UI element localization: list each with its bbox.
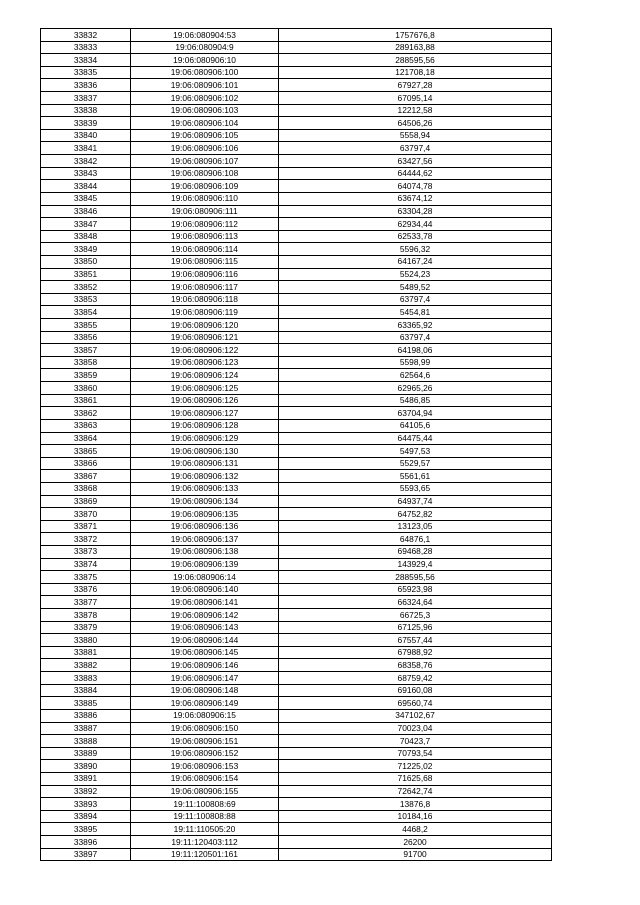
value-cell: 64444,62 [279, 167, 552, 180]
value-cell: 64167,24 [279, 255, 552, 268]
table-row [41, 722, 552, 735]
cadastral-number-cell: 19:11:100808:88 [131, 810, 279, 823]
row-number-cell: 33851 [41, 268, 131, 281]
row-number-cell: 33857 [41, 344, 131, 357]
row-number-cell: 33850 [41, 255, 131, 268]
row-number-cell: 33837 [41, 92, 131, 105]
table-row [41, 155, 552, 168]
row-number-cell: 33853 [41, 293, 131, 306]
cadastral-number-cell: 19:06:080906:107 [131, 155, 279, 168]
cadastral-number-cell: 19:06:080906:113 [131, 230, 279, 243]
value-cell: 288595,56 [279, 571, 552, 584]
table-row [41, 533, 552, 546]
table-row [41, 41, 552, 54]
value-cell: 5558,94 [279, 129, 552, 142]
cadastral-number-cell: 19:06:080906:122 [131, 344, 279, 357]
table-row [41, 583, 552, 596]
value-cell: 70023,04 [279, 722, 552, 735]
row-number-cell: 33889 [41, 747, 131, 760]
row-number-cell: 33883 [41, 672, 131, 685]
row-number-cell: 33877 [41, 596, 131, 609]
cadastral-number-cell: 19:06:080906:141 [131, 596, 279, 609]
row-number-cell: 33886 [41, 709, 131, 722]
data-table-container [40, 28, 551, 861]
table-row [41, 142, 552, 155]
cadastral-number-cell: 19:06:080906:134 [131, 495, 279, 508]
value-cell: 5596,32 [279, 243, 552, 256]
value-cell: 121708,18 [279, 66, 552, 79]
value-cell: 64074,78 [279, 180, 552, 193]
row-number-cell: 33832 [41, 29, 131, 42]
cadastral-number-cell: 19:06:080906:15 [131, 709, 279, 722]
cadastral-number-cell: 19:06:080906:154 [131, 772, 279, 785]
row-number-cell: 33897 [41, 848, 131, 861]
cadastral-number-cell: 19:06:080906:123 [131, 356, 279, 369]
cadastral-number-cell: 19:06:080906:152 [131, 747, 279, 760]
row-number-cell: 33890 [41, 760, 131, 773]
table-row [41, 646, 552, 659]
cadastral-number-cell: 19:06:080906:111 [131, 205, 279, 218]
row-number-cell: 33843 [41, 167, 131, 180]
value-cell: 62934,44 [279, 218, 552, 231]
cadastral-number-cell: 19:06:080906:110 [131, 192, 279, 205]
value-cell: 68358,76 [279, 659, 552, 672]
cadastral-number-cell: 19:06:080906:153 [131, 760, 279, 773]
row-number-cell: 33875 [41, 571, 131, 584]
table-row [41, 735, 552, 748]
table-row [41, 621, 552, 634]
row-number-cell: 33856 [41, 331, 131, 344]
value-cell: 67095,14 [279, 92, 552, 105]
row-number-cell: 33867 [41, 470, 131, 483]
value-cell: 1757676,8 [279, 29, 552, 42]
table-row [41, 432, 552, 445]
value-cell: 67557,44 [279, 634, 552, 647]
table-row [41, 407, 552, 420]
row-number-cell: 33835 [41, 66, 131, 79]
table-row [41, 331, 552, 344]
table-row [41, 281, 552, 294]
cadastral-number-cell: 19:06:080906:101 [131, 79, 279, 92]
table-row [41, 571, 552, 584]
value-cell: 289163,88 [279, 41, 552, 54]
value-cell: 64475,44 [279, 432, 552, 445]
table-row [41, 79, 552, 92]
cadastral-number-cell: 19:06:080906:149 [131, 697, 279, 710]
table-body [41, 29, 552, 861]
value-cell: 62533,78 [279, 230, 552, 243]
table-row [41, 306, 552, 319]
table-row [41, 205, 552, 218]
row-number-cell: 33869 [41, 495, 131, 508]
value-cell: 67927,28 [279, 79, 552, 92]
value-cell: 347102,67 [279, 709, 552, 722]
row-number-cell: 33881 [41, 646, 131, 659]
row-number-cell: 33868 [41, 482, 131, 495]
cadastral-number-cell: 19:06:080906:144 [131, 634, 279, 647]
table-row [41, 508, 552, 521]
row-number-cell: 33888 [41, 735, 131, 748]
table-row [41, 218, 552, 231]
row-number-cell: 33887 [41, 722, 131, 735]
value-cell: 71625,68 [279, 772, 552, 785]
row-number-cell: 33885 [41, 697, 131, 710]
table-row [41, 470, 552, 483]
value-cell: 5593,65 [279, 482, 552, 495]
table-row [41, 709, 552, 722]
table-row [41, 684, 552, 697]
value-cell: 72642,74 [279, 785, 552, 798]
table-row [41, 243, 552, 256]
value-cell: 288595,56 [279, 54, 552, 67]
cadastral-number-cell: 19:06:080906:106 [131, 142, 279, 155]
value-cell: 64752,82 [279, 508, 552, 521]
cadastral-number-cell: 19:06:080906:121 [131, 331, 279, 344]
row-number-cell: 33870 [41, 508, 131, 521]
cadastral-number-cell: 19:06:080906:140 [131, 583, 279, 596]
table-row [41, 836, 552, 849]
cadastral-number-cell: 19:06:080906:139 [131, 558, 279, 571]
table-row [41, 382, 552, 395]
cadastral-number-cell: 19:06:080906:145 [131, 646, 279, 659]
row-number-cell: 33876 [41, 583, 131, 596]
table-row [41, 54, 552, 67]
row-number-cell: 33834 [41, 54, 131, 67]
table-row [41, 445, 552, 458]
table-row [41, 129, 552, 142]
cadastral-number-cell: 19:06:080906:130 [131, 445, 279, 458]
cadastral-number-cell: 19:06:080906:126 [131, 394, 279, 407]
value-cell: 5529,57 [279, 457, 552, 470]
row-number-cell: 33842 [41, 155, 131, 168]
table-row [41, 785, 552, 798]
cadastral-number-cell: 19:06:080906:143 [131, 621, 279, 634]
value-cell: 91700 [279, 848, 552, 861]
table-row [41, 810, 552, 823]
row-number-cell: 33882 [41, 659, 131, 672]
row-number-cell: 33862 [41, 407, 131, 420]
row-number-cell: 33840 [41, 129, 131, 142]
row-number-cell: 33854 [41, 306, 131, 319]
value-cell: 63304,28 [279, 205, 552, 218]
row-number-cell: 33880 [41, 634, 131, 647]
table-row [41, 596, 552, 609]
table-row [41, 344, 552, 357]
cadastral-number-cell: 19:06:080906:103 [131, 104, 279, 117]
value-cell: 5497,53 [279, 445, 552, 458]
table-row [41, 495, 552, 508]
row-number-cell: 33861 [41, 394, 131, 407]
row-number-cell: 33892 [41, 785, 131, 798]
value-cell: 64506,26 [279, 117, 552, 130]
cadastral-number-cell: 19:06:080906:117 [131, 281, 279, 294]
value-cell: 65923,98 [279, 583, 552, 596]
value-cell: 69560,74 [279, 697, 552, 710]
table-row [41, 457, 552, 470]
row-number-cell: 33884 [41, 684, 131, 697]
table-row [41, 747, 552, 760]
value-cell: 63704,94 [279, 407, 552, 420]
cadastral-number-cell: 19:11:100808:69 [131, 798, 279, 811]
row-number-cell: 33838 [41, 104, 131, 117]
cadastral-number-cell: 19:06:080906:127 [131, 407, 279, 420]
value-cell: 62564,6 [279, 369, 552, 382]
value-cell: 64198,06 [279, 344, 552, 357]
row-number-cell: 33894 [41, 810, 131, 823]
cadastral-number-cell: 19:06:080906:124 [131, 369, 279, 382]
cadastral-number-cell: 19:06:080906:118 [131, 293, 279, 306]
row-number-cell: 33844 [41, 180, 131, 193]
value-cell: 63427,56 [279, 155, 552, 168]
cadastral-number-cell: 19:06:080906:128 [131, 419, 279, 432]
cadastral-number-cell: 19:06:080906:136 [131, 520, 279, 533]
row-number-cell: 33859 [41, 369, 131, 382]
cadastral-number-cell: 19:06:080906:108 [131, 167, 279, 180]
row-number-cell: 33866 [41, 457, 131, 470]
cadastral-number-cell: 19:06:080906:138 [131, 545, 279, 558]
cadastral-number-cell: 19:06:080906:102 [131, 92, 279, 105]
row-number-cell: 33847 [41, 218, 131, 231]
cadastral-number-cell: 19:06:080906:119 [131, 306, 279, 319]
value-cell: 5486,85 [279, 394, 552, 407]
cadastral-number-cell: 19:11:110505:20 [131, 823, 279, 836]
cadastral-number-cell: 19:11:120403:112 [131, 836, 279, 849]
table-row [41, 369, 552, 382]
table-row [41, 29, 552, 42]
cadastral-number-cell: 19:06:080904:9 [131, 41, 279, 54]
row-number-cell: 33872 [41, 533, 131, 546]
value-cell: 143929,4 [279, 558, 552, 571]
cadastral-number-cell: 19:06:080906:112 [131, 218, 279, 231]
row-number-cell: 33833 [41, 41, 131, 54]
table-row [41, 672, 552, 685]
value-cell: 63797,4 [279, 293, 552, 306]
value-cell: 71225,02 [279, 760, 552, 773]
row-number-cell: 33841 [41, 142, 131, 155]
value-cell: 12212,58 [279, 104, 552, 117]
table-row [41, 419, 552, 432]
row-number-cell: 33839 [41, 117, 131, 130]
row-number-cell: 33896 [41, 836, 131, 849]
value-cell: 5524,23 [279, 268, 552, 281]
table-row [41, 760, 552, 773]
value-cell: 13123,05 [279, 520, 552, 533]
row-number-cell: 33893 [41, 798, 131, 811]
table-row [41, 558, 552, 571]
cadastral-number-cell: 19:06:080906:129 [131, 432, 279, 445]
table-row [41, 104, 552, 117]
row-number-cell: 33848 [41, 230, 131, 243]
value-cell: 66324,64 [279, 596, 552, 609]
value-cell: 5561,61 [279, 470, 552, 483]
value-cell: 5454,81 [279, 306, 552, 319]
cadastral-number-cell: 19:06:080906:146 [131, 659, 279, 672]
cadastral-number-cell: 19:06:080904:53 [131, 29, 279, 42]
cadastral-number-cell: 19:06:080906:131 [131, 457, 279, 470]
table-row [41, 230, 552, 243]
cadastral-number-cell: 19:06:080906:10 [131, 54, 279, 67]
cadastral-number-cell: 19:11:120501:161 [131, 848, 279, 861]
cadastral-number-cell: 19:06:080906:150 [131, 722, 279, 735]
value-cell: 70423,7 [279, 735, 552, 748]
cadastral-number-cell: 19:06:080906:133 [131, 482, 279, 495]
row-number-cell: 33891 [41, 772, 131, 785]
row-number-cell: 33846 [41, 205, 131, 218]
cadastral-number-cell: 19:06:080906:115 [131, 255, 279, 268]
cadastral-number-cell: 19:06:080906:100 [131, 66, 279, 79]
row-number-cell: 33865 [41, 445, 131, 458]
table-row [41, 255, 552, 268]
table-row [41, 520, 552, 533]
value-cell: 67988,92 [279, 646, 552, 659]
table-row [41, 192, 552, 205]
table-row [41, 697, 552, 710]
value-cell: 5489,52 [279, 281, 552, 294]
value-cell: 4468,2 [279, 823, 552, 836]
cadastral-number-cell: 19:06:080906:137 [131, 533, 279, 546]
cadastral-number-cell: 19:06:080906:147 [131, 672, 279, 685]
row-number-cell: 33855 [41, 319, 131, 332]
table-row [41, 848, 552, 861]
table-row [41, 609, 552, 622]
value-cell: 10184,16 [279, 810, 552, 823]
cadastral-number-cell: 19:06:080906:120 [131, 319, 279, 332]
value-cell: 64876,1 [279, 533, 552, 546]
value-cell: 68759,42 [279, 672, 552, 685]
cadastral-number-cell: 19:06:080906:125 [131, 382, 279, 395]
value-cell: 66725,3 [279, 609, 552, 622]
cadastral-number-cell: 19:06:080906:132 [131, 470, 279, 483]
row-number-cell: 33878 [41, 609, 131, 622]
table-row [41, 634, 552, 647]
row-number-cell: 33852 [41, 281, 131, 294]
value-cell: 67125,96 [279, 621, 552, 634]
row-number-cell: 33860 [41, 382, 131, 395]
value-cell: 62965,26 [279, 382, 552, 395]
table-row [41, 659, 552, 672]
row-number-cell: 33836 [41, 79, 131, 92]
cadastral-number-cell: 19:06:080906:109 [131, 180, 279, 193]
value-cell: 13876,8 [279, 798, 552, 811]
value-cell: 63365,92 [279, 319, 552, 332]
cadastral-number-cell: 19:06:080906:151 [131, 735, 279, 748]
table-row [41, 92, 552, 105]
cadastral-number-cell: 19:06:080906:14 [131, 571, 279, 584]
row-number-cell: 33879 [41, 621, 131, 634]
value-cell: 69160,08 [279, 684, 552, 697]
cadastral-number-cell: 19:06:080906:116 [131, 268, 279, 281]
value-cell: 69468,28 [279, 545, 552, 558]
table-row [41, 823, 552, 836]
cadastral-number-cell: 19:06:080906:135 [131, 508, 279, 521]
table-row [41, 772, 552, 785]
table-row [41, 66, 552, 79]
table-row [41, 319, 552, 332]
table-row [41, 798, 552, 811]
row-number-cell: 33871 [41, 520, 131, 533]
value-cell: 5598,99 [279, 356, 552, 369]
row-number-cell: 33849 [41, 243, 131, 256]
row-number-cell: 33895 [41, 823, 131, 836]
row-number-cell: 33863 [41, 419, 131, 432]
cadastral-number-cell: 19:06:080906:105 [131, 129, 279, 142]
table-row [41, 545, 552, 558]
value-cell: 63797,4 [279, 331, 552, 344]
table-row [41, 117, 552, 130]
row-number-cell: 33845 [41, 192, 131, 205]
value-cell: 63674,12 [279, 192, 552, 205]
value-cell: 64105,6 [279, 419, 552, 432]
value-cell: 70793,54 [279, 747, 552, 760]
table-row [41, 394, 552, 407]
cadastral-number-cell: 19:06:080906:114 [131, 243, 279, 256]
cadastral-number-cell: 19:06:080906:104 [131, 117, 279, 130]
row-number-cell: 33864 [41, 432, 131, 445]
table-row [41, 167, 552, 180]
table-row [41, 180, 552, 193]
table-row [41, 268, 552, 281]
row-number-cell: 33873 [41, 545, 131, 558]
value-cell: 26200 [279, 836, 552, 849]
cadastral-number-cell: 19:06:080906:142 [131, 609, 279, 622]
cadastral-number-cell: 19:06:080906:148 [131, 684, 279, 697]
row-number-cell: 33874 [41, 558, 131, 571]
cadastral-number-cell: 19:06:080906:155 [131, 785, 279, 798]
table-row [41, 293, 552, 306]
value-cell: 64937,74 [279, 495, 552, 508]
table-row [41, 356, 552, 369]
data-table [40, 28, 552, 861]
value-cell: 63797,4 [279, 142, 552, 155]
table-row [41, 482, 552, 495]
row-number-cell: 33858 [41, 356, 131, 369]
